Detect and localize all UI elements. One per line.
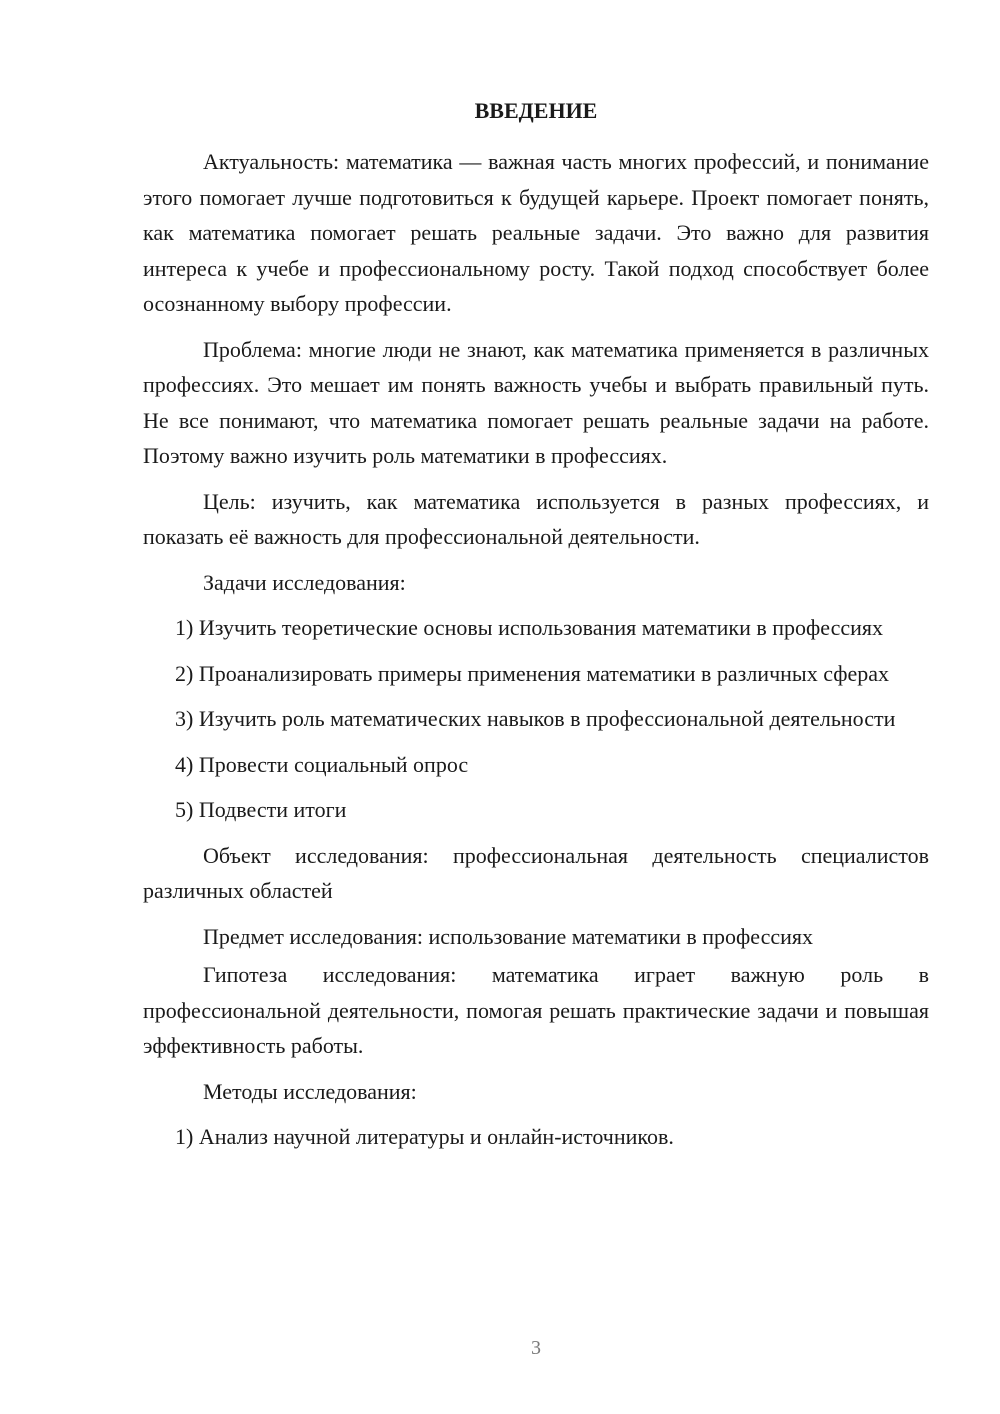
method-item-1: 1) Анализ научной литературы и онлайн-источников. <box>175 1124 674 1149</box>
task-item-4: 4) Провести социальный опрос <box>175 751 469 777</box>
page-number: 3 <box>531 1337 541 1359</box>
task-item-5: 5) Подвести итоги <box>175 797 347 822</box>
page-title: ВВЕДЕНИЕ <box>474 98 598 123</box>
paragraph-problem: Проблема: многие люди не знают, как математика применяется в различных профессиях. Это мешает им понять важность учебы и выбрать правильный путь. Не все понимают, что математика помогает решать реальные задачи на работе. Поэтому важно изучить роль математики в профессиях. <box>143 336 929 468</box>
paragraph-subject: Предмет исследования: использование математики в профессиях <box>203 923 814 949</box>
tasks-heading: Задачи исследования: <box>203 569 406 595</box>
document-body <box>143 144 929 1165</box>
task-item-2: 2) Проанализировать примеры применения математики в различных сферах <box>175 660 890 686</box>
document-page <box>143 0 929 1414</box>
task-item-1: 1) Изучить теоретические основы использования математики в профессиях <box>175 615 884 640</box>
paragraph-goal: Цель: изучить, как математика используется в разных профессиях, и показать её важность для профессиональной деятельности. <box>143 488 929 549</box>
paragraph-relevance: Актуальность: математика — важная часть многих профессий, и понимание этого помогает лучше подготовиться к будущей карьере. Проект помогает понять, как математика помогает решать реальные задачи. Это важно для развития интереса к учебе и профессиональному росту. Такой подход способствует более осознанному выбору профессии. <box>143 149 929 316</box>
paragraph-object: Объект исследования: профессиональная деятельность специалистов различных областей <box>143 842 929 903</box>
methods-heading: Методы исследования: <box>203 1078 417 1104</box>
paragraph-hypothesis: Гипотеза исследования: математика играет важную роль в профессиональной деятельности, помогая решать практические задачи и повышая эффективность работы. <box>143 962 929 1058</box>
task-item-3: 3) Изучить роль математических навыков в профессиональной деятельности <box>175 706 896 731</box>
